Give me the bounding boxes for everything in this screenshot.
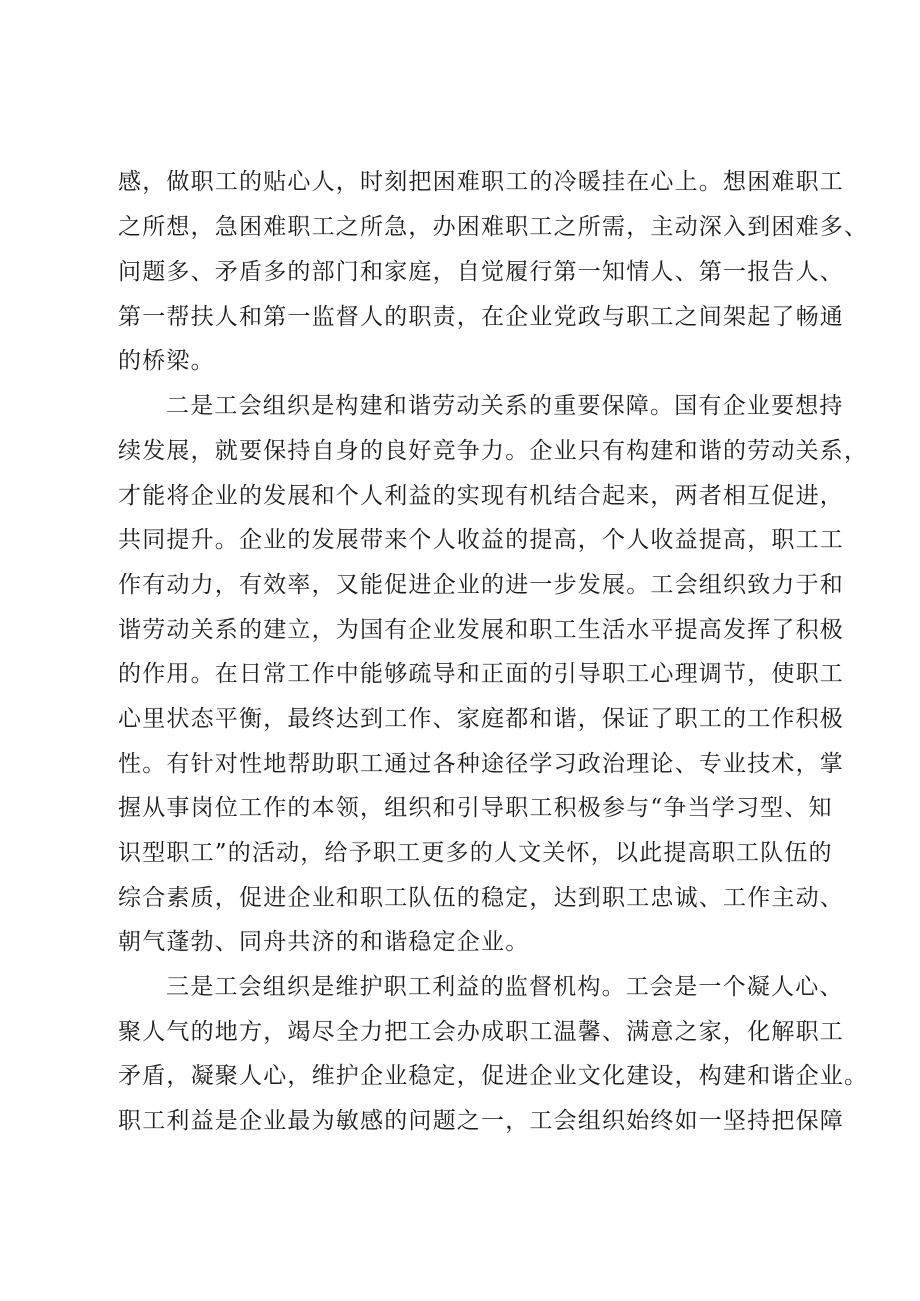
text-line: 职工利益是企业最为敏感的问题之一，工会组织始终如一坚持把保障 bbox=[118, 1108, 844, 1134]
text-line: 问题多、矛盾多的部门和家庭，自觉履行第一知情人、第一报告人、 bbox=[118, 259, 844, 285]
text-line: 的桥梁。 bbox=[118, 348, 215, 374]
text-line: 第一帮扶人和第一监督人的职责，在企业党政与职工之间架起了畅通 bbox=[118, 304, 844, 330]
text-line: 矛盾，凝聚人心，维护企业稳定，促进企业文化建设，构建和谐企业。 bbox=[118, 1063, 869, 1089]
text-line: 聚人气的地方，竭尽全力把工会办成职工温馨、满意之家，化解职工 bbox=[118, 1019, 844, 1045]
text-line: 朝气蓬勃、同舟共济的和谐稳定企业。 bbox=[118, 929, 530, 955]
text-line: 握从事岗位工作的本领，组织和引导职工积极参与“争当学习型、知 bbox=[118, 795, 833, 821]
text-line: 共同提升。企业的发展带来个人收益的提高，个人收益提高，职工工 bbox=[118, 527, 844, 553]
text-line: 才能将企业的发展和个人利益的实现有机结合起来，两者相互促进， bbox=[118, 483, 844, 509]
text-line: 之所想，急困难职工之所急，办困难职工之所需，主动深入到困难多、 bbox=[118, 214, 869, 240]
text-line: 综合素质，促进企业和职工队伍的稳定，达到职工忠诚、工作主动、 bbox=[118, 885, 844, 911]
paragraph-start-line: 三是工会组织是维护职工利益的监督机构。工会是一个凝人心、 bbox=[166, 974, 844, 1000]
text-line: 性。有针对性地帮助职工通过各种途径学习政治理论、专业技术，掌 bbox=[118, 751, 844, 777]
text-line: 的作用。在日常工作中能够疏导和正面的引导职工心理调节，使职工 bbox=[118, 661, 844, 687]
text-line: 感，做职工的贴心人，时刻把困难职工的冷暖挂在心上。想困难职工 bbox=[118, 169, 844, 195]
paragraph-start-line: 二是工会组织是构建和谐劳动关系的重要保障。国有企业要想持 bbox=[166, 393, 844, 419]
text-line: 心里状态平衡，最终达到工作、家庭都和谐，保证了职工的工作积极 bbox=[118, 706, 844, 732]
text-line: 续发展，就要保持自身的良好竞争力。企业只有构建和谐的劳动关系， bbox=[118, 438, 869, 464]
text-line: 作有动力，有效率，又能促进企业的进一步发展。工会组织致力于和 bbox=[118, 572, 844, 598]
text-line: 识型职工”的活动，给予职工更多的人文关怀，以此提高职工队伍的 bbox=[118, 840, 833, 866]
text-line: 谐劳动关系的建立，为国有企业发展和职工生活水平提高发挥了积极 bbox=[118, 617, 844, 643]
